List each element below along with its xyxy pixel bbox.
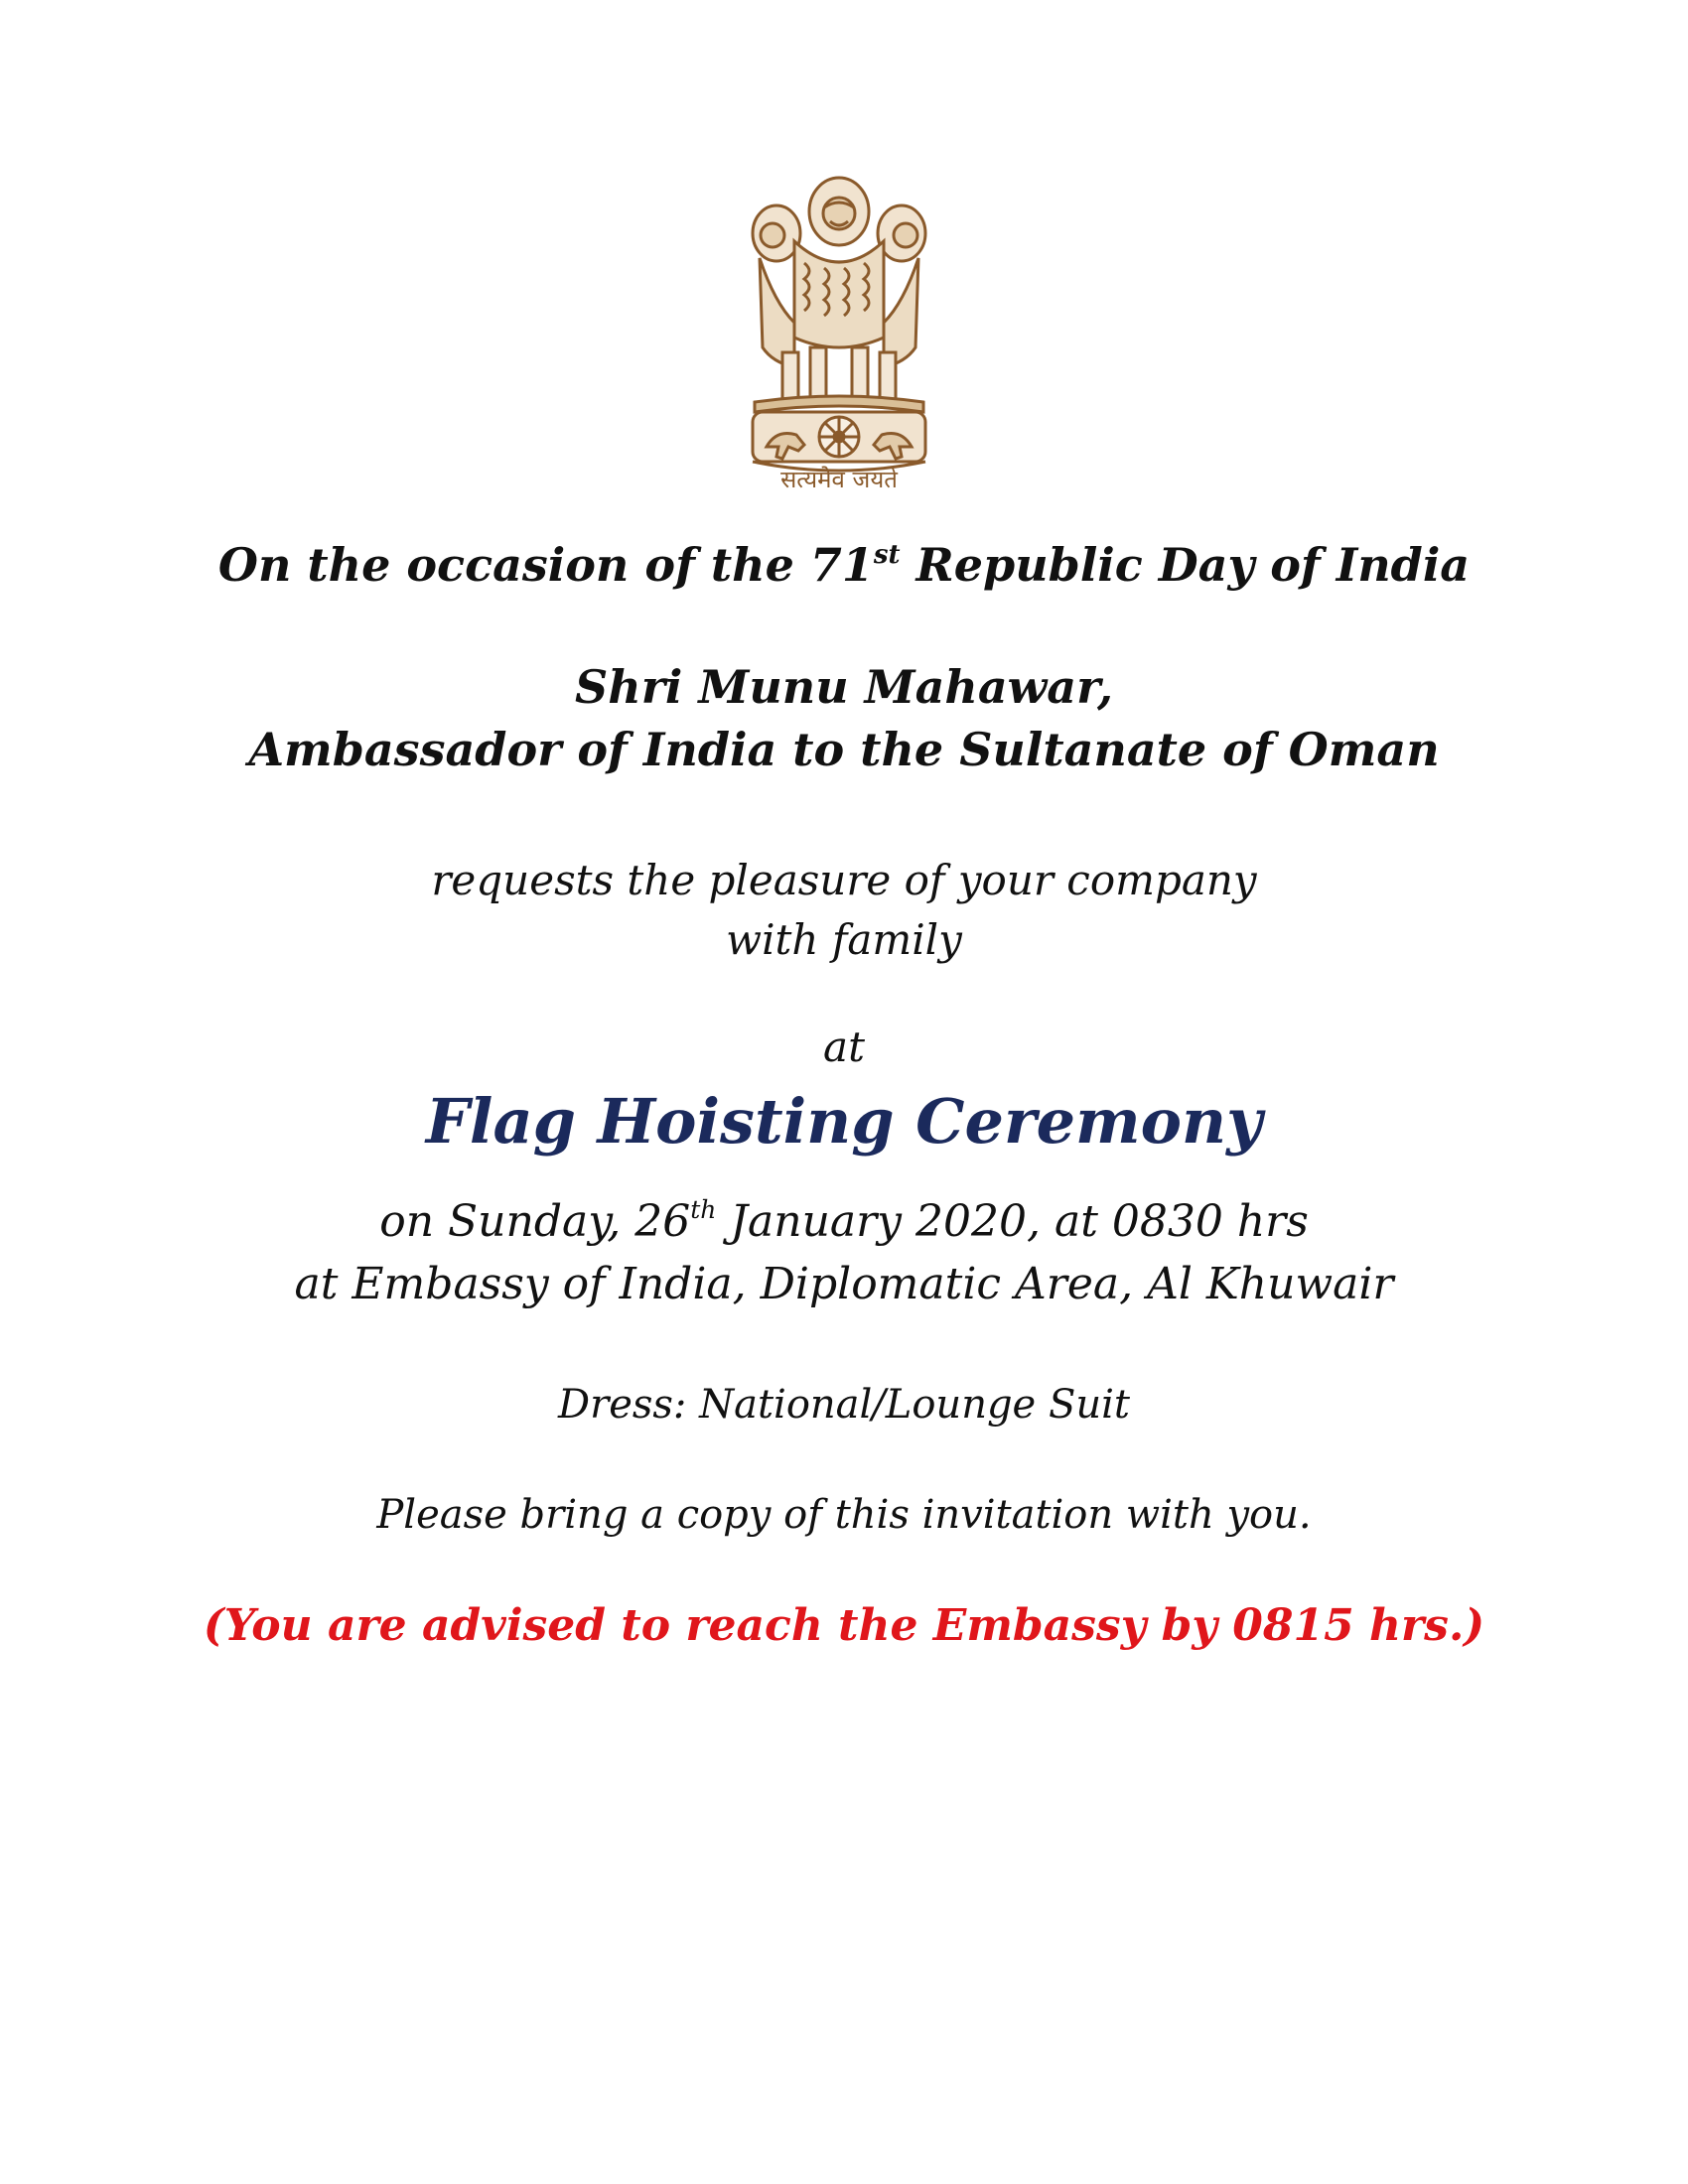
- occasion-prefix: On the occasion of the 71: [217, 538, 874, 592]
- date-ordinal-suffix: th: [690, 1195, 717, 1224]
- event-title: Flag Hoisting Ceremony: [425, 1085, 1263, 1158]
- request-line-2: with family: [726, 915, 962, 964]
- occasion-heading: [0, 538, 1688, 592]
- arrival-advisory: (You are advised to reach the Embassy by 0815 hrs.): [203, 1600, 1485, 1651]
- occasion-ordinal-suffix: st: [873, 540, 901, 570]
- national-emblem-icon: [735, 164, 943, 491]
- date-suffix: January 2020, at 0830 hrs: [716, 1196, 1309, 1247]
- host-name: Shri Munu Mahawar,: [575, 660, 1113, 714]
- host-title: Ambassador of India to the Sultanate of Oman: [248, 723, 1440, 776]
- event-venue: at Embassy of India, Diplomatic Area, Al Khuwair: [294, 1259, 1394, 1309]
- bring-invitation-note: Please bring a copy of this invitation with you.: [376, 1492, 1312, 1538]
- dress-code: Dress: National/Lounge Suit: [558, 1382, 1130, 1428]
- at-word: at: [823, 1023, 865, 1071]
- emblem-motto: सत्यमेव जयते: [780, 466, 898, 491]
- event-date: [0, 1196, 1688, 1247]
- occasion-suffix: Republic Day of India: [900, 538, 1471, 592]
- date-prefix: on Sunday, 26: [379, 1196, 691, 1247]
- request-line-1: requests the pleasure of your company: [431, 856, 1257, 904]
